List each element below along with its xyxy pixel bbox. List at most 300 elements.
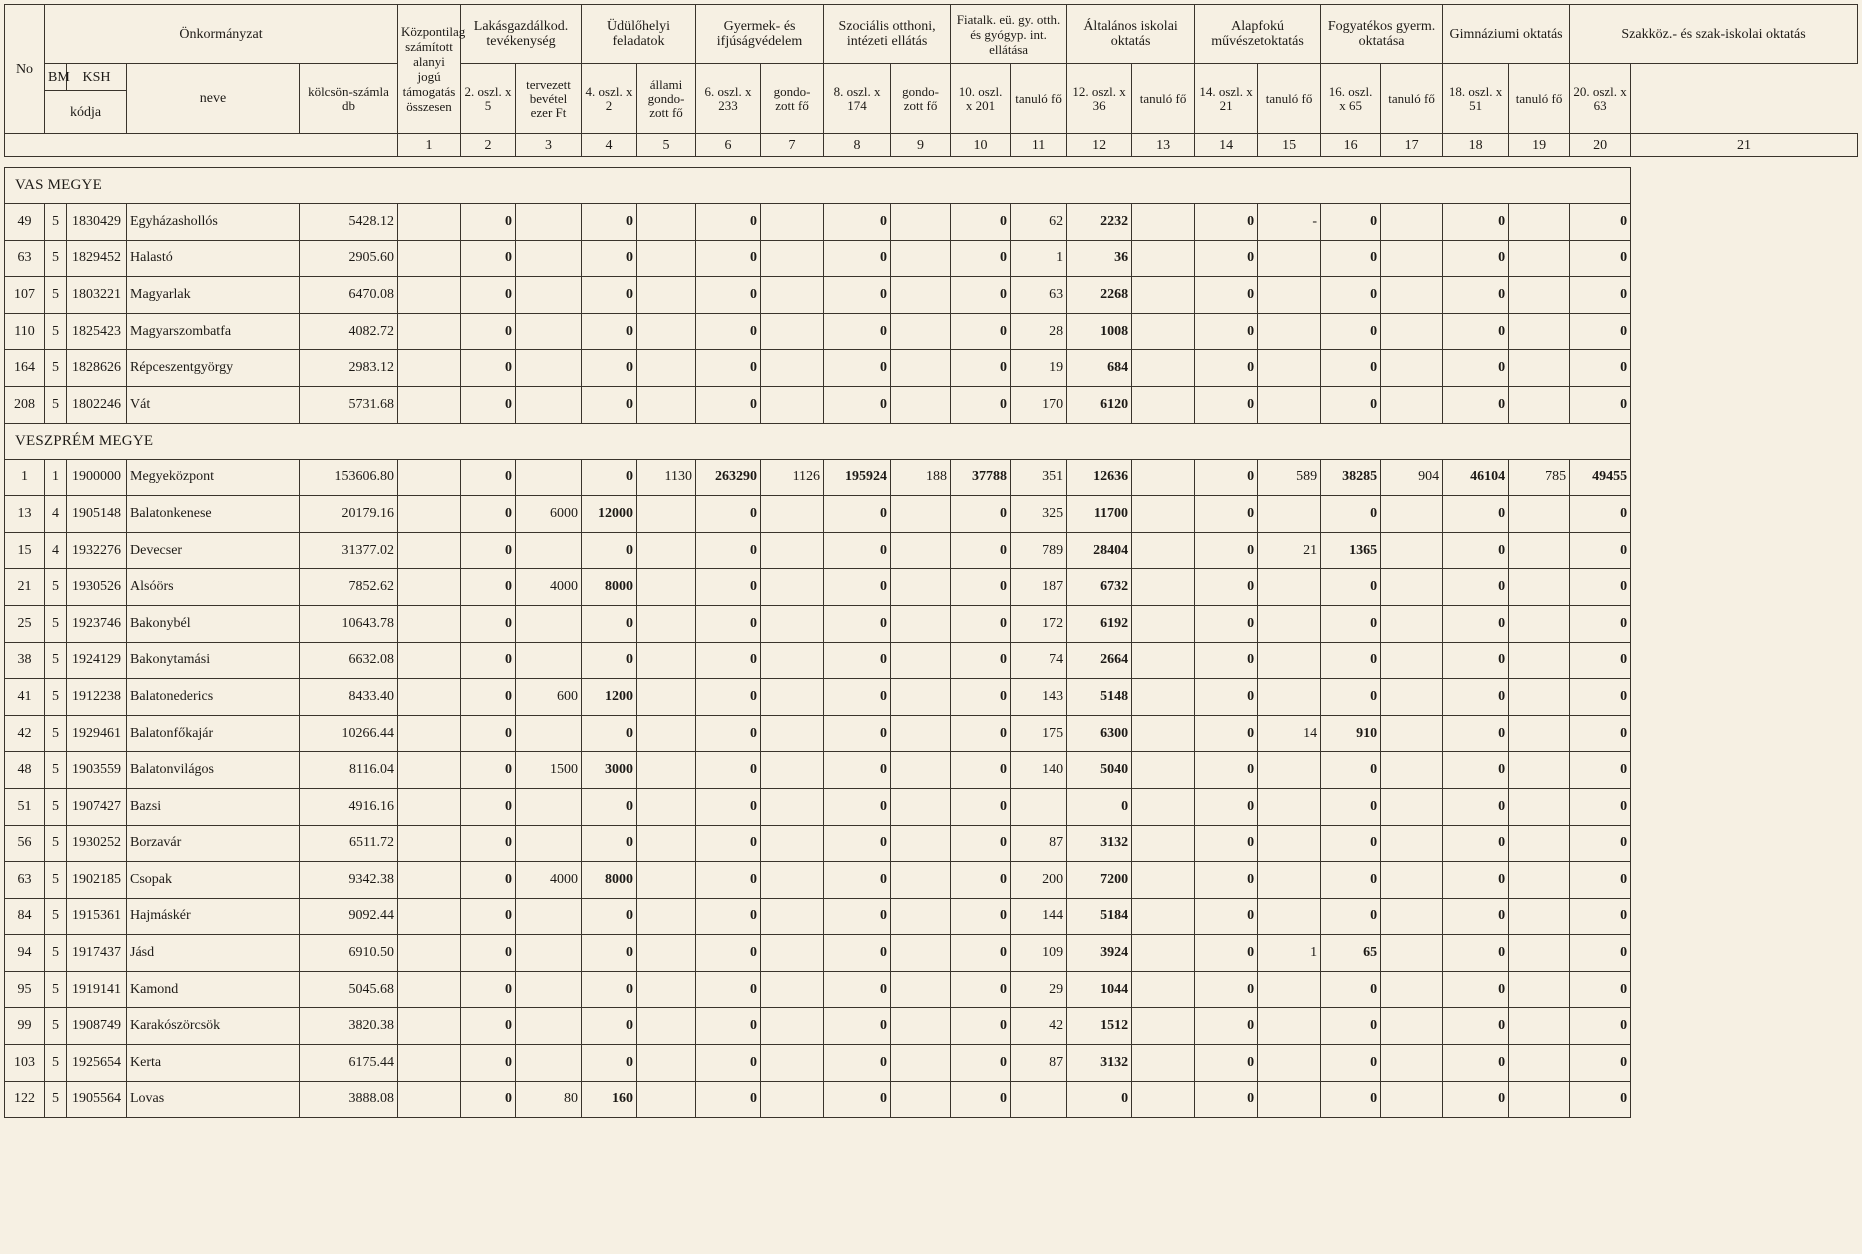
table-cell: 0 <box>824 715 891 752</box>
table-cell: 0 <box>696 679 761 716</box>
table-cell: 0 <box>1443 240 1509 277</box>
table-cell: 5 <box>45 642 67 679</box>
table-cell: 87 <box>1011 1045 1067 1082</box>
table-cell <box>1381 605 1443 642</box>
table-cell <box>761 898 824 935</box>
table-cell <box>891 1008 951 1045</box>
table-cell <box>398 204 461 241</box>
table-cell: 0 <box>951 240 1011 277</box>
table-cell: 2905.60 <box>300 240 398 277</box>
col-kodja-header: kódja <box>45 91 127 134</box>
table-cell <box>637 862 696 899</box>
table-cell <box>516 715 582 752</box>
table-cell: 6120 <box>1067 386 1132 423</box>
table-cell: - <box>1258 204 1321 241</box>
table-cell: 589 <box>1258 459 1321 496</box>
group-header: Alapfokú művészetoktatás <box>1195 5 1321 64</box>
table-cell: 95 <box>5 971 45 1008</box>
table-cell: 0 <box>582 277 637 314</box>
table-cell: Répceszentgyörgy <box>127 350 300 387</box>
table-cell: 0 <box>1443 752 1509 789</box>
table-cell <box>1509 862 1570 899</box>
table-cell <box>637 825 696 862</box>
table-cell: Devecser <box>127 532 300 569</box>
table-cell: 8433.40 <box>300 679 398 716</box>
table-cell: 1903559 <box>67 752 127 789</box>
table-cell: 107 <box>5 277 45 314</box>
table-cell: 0 <box>1195 971 1258 1008</box>
sub-header: tervezett bevétel ezer Ft <box>516 64 582 134</box>
table-cell: 0 <box>1195 204 1258 241</box>
table-cell <box>1381 204 1443 241</box>
table-cell: 0 <box>824 1045 891 1082</box>
table-cell: 84 <box>5 898 45 935</box>
table-cell: 0 <box>1570 935 1631 972</box>
table-cell <box>516 386 582 423</box>
table-cell: 0 <box>951 935 1011 972</box>
table-cell <box>1132 715 1195 752</box>
table-cell: 7200 <box>1067 862 1132 899</box>
table-cell <box>398 825 461 862</box>
table-cell <box>637 642 696 679</box>
table-cell: 74 <box>1011 642 1067 679</box>
table-cell: 8000 <box>582 862 637 899</box>
table-cell: 0 <box>461 313 516 350</box>
table-cell <box>516 605 582 642</box>
table-cell: 0 <box>1195 532 1258 569</box>
table-cell: 8000 <box>582 569 637 606</box>
table-cell: 0 <box>824 1081 891 1118</box>
table-cell: 0 <box>1443 788 1509 825</box>
table-cell: 5 <box>45 240 67 277</box>
table-cell: 48 <box>5 752 45 789</box>
table-cell: 0 <box>1321 788 1381 825</box>
table-cell <box>1132 1081 1195 1118</box>
table-cell: 0 <box>461 898 516 935</box>
table-cell <box>1132 569 1195 606</box>
table-cell: 684 <box>1067 350 1132 387</box>
table-cell: 1130 <box>637 459 696 496</box>
table-cell: Megyeközpont <box>127 459 300 496</box>
sub-header: 12. oszl. x 36 <box>1067 64 1132 134</box>
table-cell: 0 <box>461 386 516 423</box>
table-cell <box>516 971 582 1008</box>
column-number: 8 <box>824 134 891 157</box>
table-cell: 785 <box>1509 459 1570 496</box>
table-cell <box>1258 862 1321 899</box>
sub-header: kölcsön-számla db <box>300 64 398 134</box>
table-cell: 13 <box>5 496 45 533</box>
table-cell: 94 <box>5 935 45 972</box>
table-body <box>5 157 1858 1118</box>
table-cell <box>398 569 461 606</box>
table-cell <box>891 788 951 825</box>
table-cell: 41 <box>5 679 45 716</box>
table-cell <box>761 386 824 423</box>
table-cell <box>1381 971 1443 1008</box>
table-cell: 0 <box>1570 825 1631 862</box>
table-cell <box>516 240 582 277</box>
table-cell <box>761 1045 824 1082</box>
column-number: 1 <box>398 134 461 157</box>
column-number: 19 <box>1509 134 1570 157</box>
table-cell: 0 <box>1321 1081 1381 1118</box>
column-number: 15 <box>1258 134 1321 157</box>
table-cell <box>761 935 824 972</box>
table-cell <box>637 386 696 423</box>
table-cell: 6300 <box>1067 715 1132 752</box>
table-cell <box>1381 1081 1443 1118</box>
table-cell <box>637 935 696 972</box>
table-cell <box>398 642 461 679</box>
table-cell <box>1381 788 1443 825</box>
table-cell: 0 <box>582 459 637 496</box>
table-cell: 0 <box>582 532 637 569</box>
table-cell: Hajmáskér <box>127 898 300 935</box>
group-header: Fogyatékos gyerm. oktatása <box>1321 5 1443 64</box>
table-cell <box>891 204 951 241</box>
table-cell: 0 <box>461 679 516 716</box>
table-cell: 0 <box>1570 1045 1631 1082</box>
table-cell: 1925654 <box>67 1045 127 1082</box>
column-number: 10 <box>951 134 1011 157</box>
table-cell: 0 <box>461 825 516 862</box>
table-cell: 1803221 <box>67 277 127 314</box>
table-cell: 0 <box>951 715 1011 752</box>
table-cell <box>398 605 461 642</box>
table-cell <box>398 862 461 899</box>
table-cell: 187 <box>1011 569 1067 606</box>
table-cell: 0 <box>1195 752 1258 789</box>
table-cell <box>1509 240 1570 277</box>
table-cell <box>761 313 824 350</box>
table-cell <box>1258 569 1321 606</box>
table-cell: 1908749 <box>67 1008 127 1045</box>
table-cell: 6470.08 <box>300 277 398 314</box>
table-cell: 0 <box>951 313 1011 350</box>
table-cell: 1365 <box>1321 532 1381 569</box>
table-cell: 122 <box>5 1081 45 1118</box>
table-cell: 0 <box>461 752 516 789</box>
table-cell <box>1509 752 1570 789</box>
table-cell <box>1132 898 1195 935</box>
table-cell: 0 <box>824 935 891 972</box>
table-cell: 19 <box>1011 350 1067 387</box>
table-cell <box>1509 898 1570 935</box>
table-cell: 5 <box>45 825 67 862</box>
table-cell: 46104 <box>1443 459 1509 496</box>
table-cell <box>516 350 582 387</box>
table-cell: 12000 <box>582 496 637 533</box>
table-cell: 4 <box>45 496 67 533</box>
table-row <box>5 532 1858 569</box>
table-cell: 0 <box>461 862 516 899</box>
table-cell: 25 <box>5 605 45 642</box>
table-row <box>5 715 1858 752</box>
table-cell <box>516 788 582 825</box>
table-cell <box>516 935 582 972</box>
table-cell <box>1132 752 1195 789</box>
table-cell: 0 <box>1570 386 1631 423</box>
table-cell: 0 <box>1321 862 1381 899</box>
group-header: Gyermek- és ifjúságvédelem <box>696 5 824 64</box>
table-cell <box>398 752 461 789</box>
table-cell <box>761 825 824 862</box>
table-cell: 0 <box>1443 204 1509 241</box>
table-cell: 6632.08 <box>300 642 398 679</box>
table-cell: 0 <box>1321 350 1381 387</box>
table-cell: 0 <box>1443 386 1509 423</box>
column-number: 5 <box>637 134 696 157</box>
table-cell <box>1509 204 1570 241</box>
table-cell <box>637 350 696 387</box>
table-cell: 0 <box>582 204 637 241</box>
table-cell: 0 <box>1443 350 1509 387</box>
table-cell: 0 <box>1570 971 1631 1008</box>
table-cell <box>1132 971 1195 1008</box>
table-cell: Kerta <box>127 1045 300 1082</box>
table-cell: 63 <box>5 862 45 899</box>
table-cell <box>637 569 696 606</box>
table-cell <box>761 605 824 642</box>
table-cell: 0 <box>696 898 761 935</box>
table-cell <box>761 971 824 1008</box>
table-cell <box>761 642 824 679</box>
table-cell: 0 <box>1570 1081 1631 1118</box>
table-cell: 160 <box>582 1081 637 1118</box>
table-cell <box>637 605 696 642</box>
table-cell: 0 <box>824 386 891 423</box>
table-cell: 0 <box>824 350 891 387</box>
table-cell: 0 <box>1443 825 1509 862</box>
table-cell: 12636 <box>1067 459 1132 496</box>
table-cell: 0 <box>1195 1081 1258 1118</box>
column-number: 17 <box>1381 134 1443 157</box>
table-cell: 208 <box>5 386 45 423</box>
sub-header: tanuló fő <box>1509 64 1570 134</box>
group-header: Szakköz.- és szak-iskolai oktatás <box>1570 5 1858 64</box>
table-cell <box>1509 350 1570 387</box>
table-cell: 1902185 <box>67 862 127 899</box>
table-cell <box>637 788 696 825</box>
table-cell: 0 <box>461 605 516 642</box>
table-cell <box>637 532 696 569</box>
table-cell: 0 <box>1443 313 1509 350</box>
table-cell <box>398 898 461 935</box>
sub-header: gondo-zott fő <box>891 64 951 134</box>
table-cell <box>1509 1081 1570 1118</box>
table-cell: 5 <box>45 605 67 642</box>
group-header: Gimnáziumi oktatás <box>1443 5 1570 64</box>
table-cell: 1900000 <box>67 459 127 496</box>
table-cell <box>398 1045 461 1082</box>
table-cell: 1915361 <box>67 898 127 935</box>
sub-header: 20. oszl. x 63 <box>1570 64 1631 134</box>
table-cell: 0 <box>1570 569 1631 606</box>
table-cell: 0 <box>1321 971 1381 1008</box>
table-cell: 28404 <box>1067 532 1132 569</box>
table-cell: 37788 <box>951 459 1011 496</box>
table-cell: 188 <box>891 459 951 496</box>
section-header-row <box>5 168 1858 204</box>
table-cell: 0 <box>582 935 637 972</box>
table-cell: 0 <box>696 642 761 679</box>
table-cell: 0 <box>951 1081 1011 1118</box>
table-cell: 1917437 <box>67 935 127 972</box>
sub-header: 18. oszl. x 51 <box>1443 64 1509 134</box>
table-cell <box>637 313 696 350</box>
table-cell: 1828626 <box>67 350 127 387</box>
table-cell <box>1509 788 1570 825</box>
table-cell <box>1381 386 1443 423</box>
table-cell <box>1258 496 1321 533</box>
table-cell: 144 <box>1011 898 1067 935</box>
table-cell: 351 <box>1011 459 1067 496</box>
table-cell: 0 <box>582 350 637 387</box>
table-cell: 0 <box>1321 569 1381 606</box>
table-cell: 0 <box>1443 679 1509 716</box>
group-header: Fiatalk. eü. gy. otth. és gyógyp. int. ellátása <box>951 5 1067 64</box>
table-cell: 1 <box>1011 240 1067 277</box>
table-cell: 1 <box>45 459 67 496</box>
table-cell: 4000 <box>516 862 582 899</box>
table-cell: 1905148 <box>67 496 127 533</box>
table-cell <box>1132 532 1195 569</box>
table-cell: 0 <box>461 277 516 314</box>
table-cell: 3000 <box>582 752 637 789</box>
table-cell <box>1381 825 1443 862</box>
table-cell: 5731.68 <box>300 386 398 423</box>
table-cell: 0 <box>696 752 761 789</box>
table-cell: 5 <box>45 1045 67 1082</box>
table-cell <box>637 752 696 789</box>
table-cell <box>1258 386 1321 423</box>
section-title: VESZPRÉM MEGYE <box>5 423 1631 459</box>
table-cell <box>1132 1008 1195 1045</box>
table-cell <box>398 679 461 716</box>
table-cell <box>637 715 696 752</box>
table-cell: 4000 <box>516 569 582 606</box>
table-cell <box>891 350 951 387</box>
table-cell: 0 <box>824 642 891 679</box>
table-cell <box>398 788 461 825</box>
table-cell: 1930526 <box>67 569 127 606</box>
table-cell: 0 <box>696 788 761 825</box>
table-cell <box>761 752 824 789</box>
table-cell: Bazsi <box>127 788 300 825</box>
table-cell: 0 <box>696 971 761 1008</box>
table-cell <box>1258 1081 1321 1118</box>
section-header-row <box>5 423 1858 459</box>
table-cell: 0 <box>824 1008 891 1045</box>
table-cell: 0 <box>1321 277 1381 314</box>
table-cell: 0 <box>1195 1045 1258 1082</box>
table-cell: 110 <box>5 313 45 350</box>
table-cell <box>1132 1045 1195 1082</box>
table-cell: 14 <box>1258 715 1321 752</box>
table-cell: 175 <box>1011 715 1067 752</box>
table-cell: 0 <box>582 1008 637 1045</box>
table-cell: 1 <box>1258 935 1321 972</box>
table-cell: 0 <box>951 642 1011 679</box>
table-cell <box>1509 496 1570 533</box>
table-cell <box>1132 862 1195 899</box>
table-row <box>5 496 1858 533</box>
column-number: 13 <box>1132 134 1195 157</box>
table-cell: 80 <box>516 1081 582 1118</box>
table-cell: 3820.38 <box>300 1008 398 1045</box>
table-cell: 0 <box>1570 496 1631 533</box>
table-cell: 11700 <box>1067 496 1132 533</box>
table-cell: 0 <box>1321 386 1381 423</box>
table-cell <box>637 679 696 716</box>
table-cell: 0 <box>1570 204 1631 241</box>
table-cell <box>1381 862 1443 899</box>
column-number: 9 <box>891 134 951 157</box>
table-cell: 0 <box>696 862 761 899</box>
table-cell: 5 <box>45 715 67 752</box>
table-cell <box>637 1081 696 1118</box>
table-cell: 0 <box>1321 1008 1381 1045</box>
table-cell <box>398 386 461 423</box>
table-cell: 6732 <box>1067 569 1132 606</box>
table-cell: 0 <box>1570 532 1631 569</box>
table-cell <box>1258 788 1321 825</box>
table-cell: 28 <box>1011 313 1067 350</box>
table-cell: 38 <box>5 642 45 679</box>
table-cell: 0 <box>951 898 1011 935</box>
group-header: Lakásgazdálkod. tevékenység <box>461 5 582 64</box>
table-cell: 5 <box>45 862 67 899</box>
table-cell <box>398 935 461 972</box>
table-cell <box>1132 459 1195 496</box>
table-cell: Jásd <box>127 935 300 972</box>
table-cell: 5 <box>45 569 67 606</box>
table-cell: 10266.44 <box>300 715 398 752</box>
table-row <box>5 1081 1858 1118</box>
table-cell: 0 <box>1321 605 1381 642</box>
table-cell: 0 <box>696 204 761 241</box>
table-cell: 0 <box>1195 605 1258 642</box>
table-cell: 0 <box>824 971 891 1008</box>
table-cell: 0 <box>824 277 891 314</box>
table-cell: 20179.16 <box>300 496 398 533</box>
table-cell: Balatonvilágos <box>127 752 300 789</box>
table-cell <box>891 862 951 899</box>
table-cell <box>1509 313 1570 350</box>
column-number: 12 <box>1067 134 1132 157</box>
table-cell: 170 <box>1011 386 1067 423</box>
table-cell <box>398 350 461 387</box>
table-cell: 42 <box>5 715 45 752</box>
sub-header: 8. oszl. x 174 <box>824 64 891 134</box>
table-row <box>5 459 1858 496</box>
table-cell <box>891 935 951 972</box>
table-row <box>5 935 1858 972</box>
table-cell <box>1258 825 1321 862</box>
table-cell <box>891 386 951 423</box>
table-cell: 195924 <box>824 459 891 496</box>
sub-header: tanuló fő <box>1258 64 1321 134</box>
budget-table-sheet <box>4 4 1858 1250</box>
table-cell: 0 <box>1195 715 1258 752</box>
table-cell <box>891 679 951 716</box>
table-cell: 904 <box>1381 459 1443 496</box>
column-number: 4 <box>582 134 637 157</box>
table-cell: 0 <box>582 971 637 1008</box>
table-cell <box>891 825 951 862</box>
table-cell: 0 <box>461 204 516 241</box>
